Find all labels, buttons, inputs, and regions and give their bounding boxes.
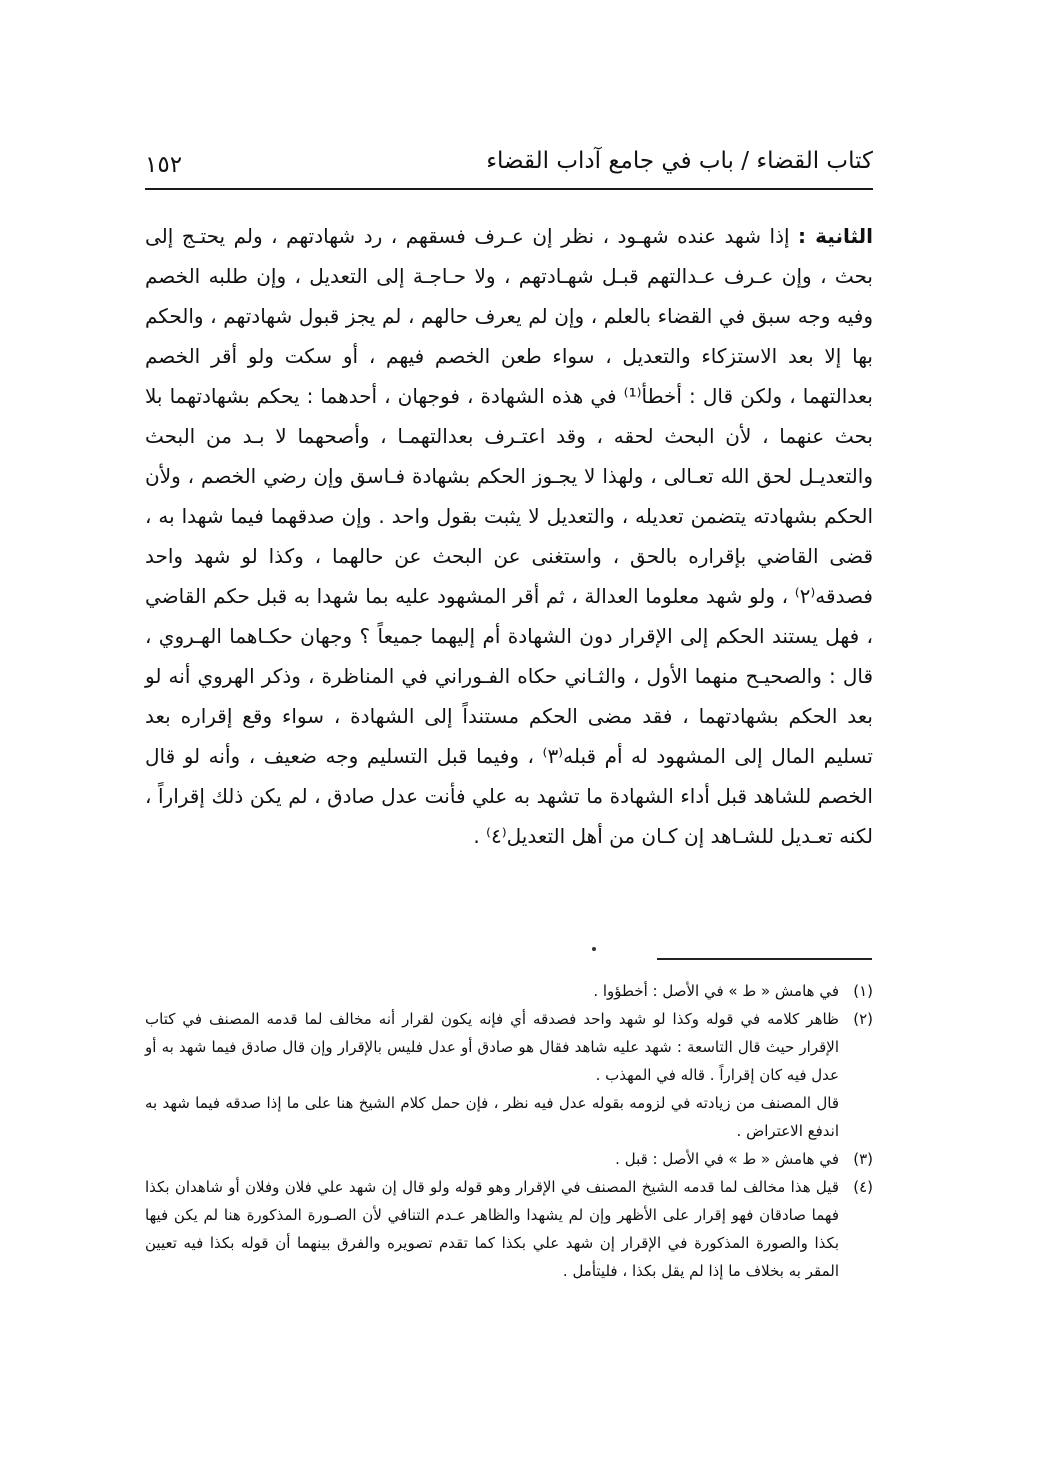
- footnote-number: (٢): [853, 1010, 873, 1028]
- footnotes: [145, 977, 873, 1285]
- footnote-item: [145, 977, 873, 1005]
- footnote-separator: [657, 958, 872, 960]
- header-rule: [145, 188, 873, 190]
- footnote-continuation: قال المصنف من زيادته في لزومه بقوله عدل فيه نظر ، فإن حمل كلام الشيخ هنا على ما إذا صدقه فيما شهد به اندفع الاعتراض .: [145, 1094, 839, 1140]
- footnote-number: (٤): [853, 1178, 873, 1196]
- footnote-text: قيل هذا مخالف لما قدمه الشيخ المصنف في الإقرار وهو قوله ولو قال إن شهد علي فلان وفلان أو شاهدان بكذا فهما صادقان فهو إقرار على الأظهر وإن لم يشهدا والظاهر عـدم التنافي لأن الصـورة المذكورة هنا لم يكن فيها بكذا والصورة المذكورة في الإقرار إن شهد علي بكذا كما تقدم تصويره والفرق بينهما أن قوله بكذا فيه تعيين المقر به بخلاف ما إذا لم يقل بكذا ، فليتأمل .: [145, 1178, 839, 1280]
- page-number: ١٥٢: [145, 152, 183, 178]
- section-lead: الثانية :: [798, 224, 873, 248]
- chapter-title: كتاب القضاء / باب في جامع آداب القضاء: [486, 148, 873, 174]
- footnote-text: ظاهر كلامه في قوله وكذا لو شهد واحد فصدقه أي فإنه يكون لقرار أنه مخالف لما قدمه المصنف في كتاب الإقرار حيث قال التاسعة : شهد عليه شاهد فقال هو صادق أو عدل فليس بالإقرار وإن قال صادق فيما شهد به أو عدل فيه كان إقراراً . قاله في المهذب .: [145, 1010, 839, 1084]
- footnote-number: (١): [853, 982, 873, 1000]
- footnote-item: [145, 1005, 873, 1089]
- footnote-text: في هامش « ط » في الأصل : قبل .: [615, 1150, 839, 1168]
- main-paragraph: إذا شهد عنده شهـود ، نظر إن عـرف فسقهم ، رد شهادتهم ، ولم يحتـج إلى بحث ، وإن عـرف عـدالتهم قبـل شهـادتهم ، ولا حـاجـة إلى التعديل ، وإن طلبه الخصم وفيه وجه سبق في القضاء بالعلم ، وإن لم يعرف حالهم ، لم يجز قبول شهادتهم ، والحكم بها إلا بعد الاستزكاء والتعديل ، سواء طعن الخصم فيهم ، أو سكت ولو أقر الخصم بعدالتهما ، ولكن قال : أخطأ⁽¹⁾ في هذه الشهادة ، فوجهان ، أحدهما : يحكم بشهادتهما بلا بحث عنهما ، لأن البحث لحقه ، وقد اعتـرف بعدالتهمـا ، وأصحهما لا بـد من البحث والتعديـل لحق الله تعـالى ، ولهذا لا يجـوز الحكم بشهادة فـاسق وإن رضي الخصم ، ولأن الحكم بشهادته يتضمن تعديله ، والتعديل لا يثبت بقول واحد . وإن صدقهما فيما شهدا به ، قضى القاضي بإقراره بالحق ، واستغنى عن البحث عن حالهما ، وكذا لو شهد واحد فصدقه⁽٢⁾ ، ولو شهد معلوما العدالة ، ثم أقر المشهود عليه بما شهدا به قبل حكم القاضي ، فهل يستند الحكم إلى الإقرار دون الشهادة أم إليهما جميعاً ؟ وجهان حكـاهما الهـروي ، قال : والصحيـح منهما الأول ، والثـاني حكاه الفـوراني في المناظرة ، وذكر الهروي أنه لو بعد الحكم بشهادتهما ، فقد مضى الحكم مستنداً إلى الشهادة ، سواء وقع إقراره بعد تسليم المال إلى المشهود له أم قبله⁽٣⁾ ، وفيما قبل التسليم وجه ضعيف ، وأنه لو قال الخصم للشاهد قبل أداء الشهادة ما تشهد به علي فأنت عدل صادق ، لم يكن ذلك إقراراً ، لكنه تعـديل للشـاهد إن كـان من أهل التعديل⁽٤⁾ .: [145, 224, 874, 848]
- footnote-text: في هامش « ط » في الأصل : أخطؤوا .: [593, 982, 839, 1000]
- footnote-item: [145, 1173, 873, 1285]
- small-mark: [592, 947, 596, 951]
- main-text: [145, 216, 873, 856]
- footnote-number: (٣): [853, 1150, 873, 1168]
- footnote-item: [145, 1145, 873, 1173]
- running-header: [145, 142, 873, 190]
